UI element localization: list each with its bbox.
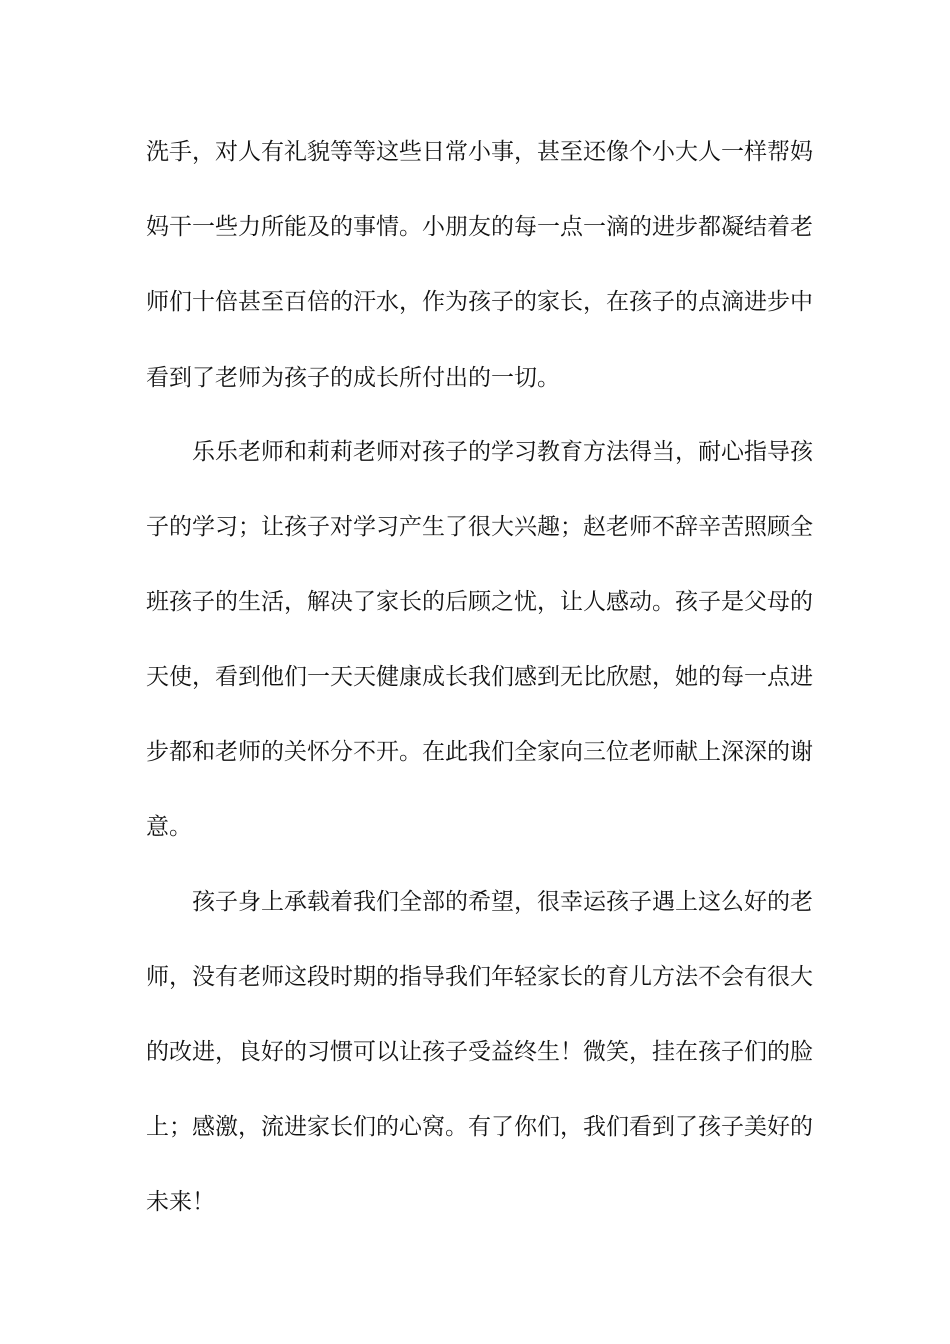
paragraph-line: 步都和老师的关怀分不开。在此我们全家向三位老师献上深深的谢 — [146, 739, 813, 765]
paragraph-line: 未来！ — [146, 1189, 215, 1215]
paragraph-line: 意。 — [146, 814, 192, 840]
paragraph-line: 看到了老师为孩子的成长所付出的一切。 — [146, 365, 560, 391]
paragraph-line: 天使，看到他们一天天健康成长我们感到无比欣慰，她的每一点进 — [146, 664, 813, 690]
paragraph-line: 妈干一些力所能及的事情。小朋友的每一点一滴的进步都凝结着老 — [146, 214, 813, 240]
paragraph-line: 上；感激，流进家长们的心窝。有了你们，我们看到了孩子美好的 — [146, 1114, 813, 1140]
paragraph-line: 洗手，对人有礼貌等等这些日常小事，甚至还像个小大人一样帮妈 — [146, 139, 813, 165]
paragraph-line: 乐乐老师和莉莉老师对孩子的学习教育方法得当，耐心指导孩 — [192, 439, 813, 465]
paragraph-line: 孩子身上承载着我们全部的希望，很幸运孩子遇上这么好的老 — [192, 889, 813, 915]
paragraph-line: 的改进，良好的习惯可以让孩子受益终生！微笑，挂在孩子们的脸 — [146, 1039, 813, 1065]
paragraph-line: 师们十倍甚至百倍的汗水，作为孩子的家长，在孩子的点滴进步中 — [146, 289, 813, 315]
paragraph-line: 师，没有老师这段时期的指导我们年轻家长的育儿方法不会有很大 — [146, 964, 813, 990]
paragraph-line: 班孩子的生活，解决了家长的后顾之忧，让人感动。孩子是父母的 — [146, 589, 813, 615]
paragraph-line: 子的学习；让孩子对学习产生了很大兴趣；赵老师不辞辛苦照顾全 — [146, 514, 813, 540]
